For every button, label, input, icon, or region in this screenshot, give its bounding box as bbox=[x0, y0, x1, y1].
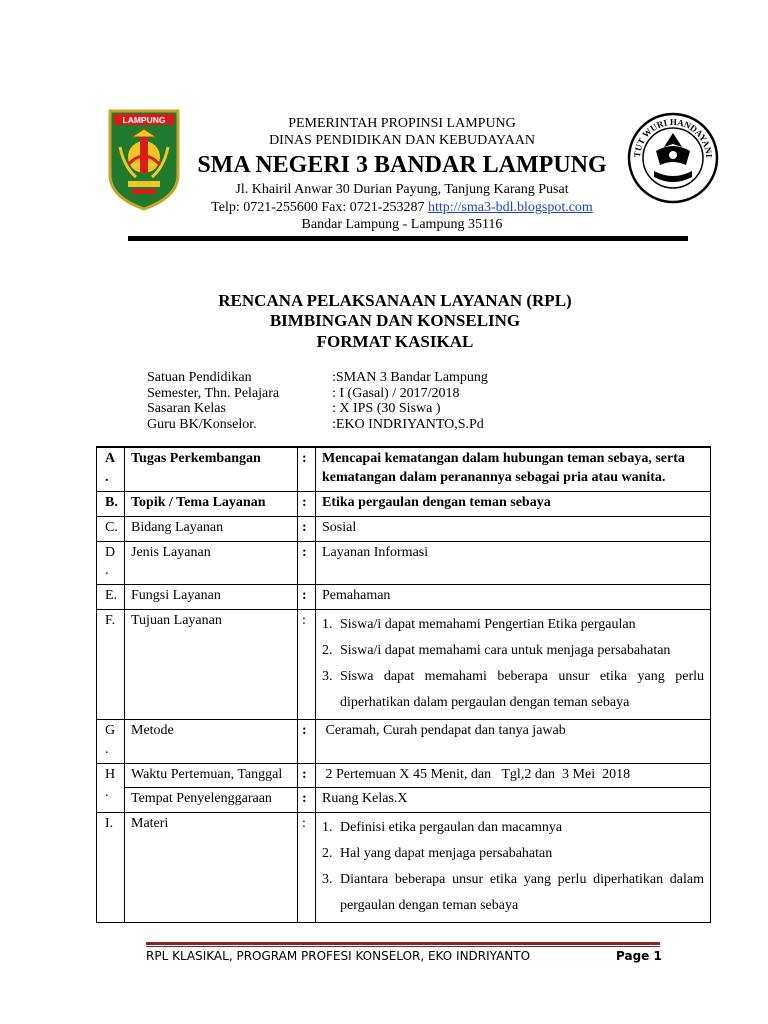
row-value: Sosial bbox=[316, 516, 711, 541]
table-row bbox=[97, 541, 711, 585]
row-label: Tempat Penyelenggaraan bbox=[125, 788, 298, 813]
row-label: Topik / Tema Layanan bbox=[125, 491, 298, 516]
letterhead-department: DINAS PENDIDIKAN DAN KEBUDAYAAN bbox=[269, 132, 535, 148]
document-title bbox=[120, 291, 670, 352]
row-value: Pemahaman bbox=[316, 585, 711, 610]
row-value: Ceramah, Curah pendapat dan tanya jawab bbox=[316, 719, 711, 763]
footer-rule-thick bbox=[146, 942, 660, 945]
school-contact bbox=[182, 199, 622, 217]
row-code: A . bbox=[97, 447, 125, 491]
contact-phone-fax: Telp: 0721-255600 Fax: 0721-253287 bbox=[211, 199, 428, 215]
info-row bbox=[147, 386, 488, 402]
letterhead bbox=[182, 116, 622, 234]
table-row bbox=[97, 516, 711, 541]
row-separator: : bbox=[298, 541, 316, 585]
row-code: E. bbox=[97, 585, 125, 610]
school-name: SMA NEGERI 3 BANDAR LAMPUNG bbox=[197, 151, 607, 178]
row-separator: : bbox=[298, 610, 316, 720]
table-row bbox=[97, 813, 711, 923]
row-separator: : bbox=[298, 516, 316, 541]
materials-list bbox=[322, 815, 704, 919]
school-address: Jl. Khairil Anwar 30 Durian Payung, Tanjung Karang Pusat bbox=[235, 182, 569, 198]
letterhead-divider bbox=[128, 236, 688, 241]
website-link[interactable]: http://sma3-bdl.blogspot.com bbox=[427, 199, 593, 215]
plan-table bbox=[96, 446, 711, 923]
table-row bbox=[97, 763, 711, 788]
info-label: Guru BK/Konselor. bbox=[147, 417, 257, 433]
info-value: :EKO INDRIYANTO,S.Pd bbox=[332, 417, 484, 433]
school-city: Bandar Lampung - Lampung 35116 bbox=[301, 217, 503, 233]
row-value: 2 Pertemuan X 45 Menit, dan Tgl,2 dan 3 Mei 2018 bbox=[316, 763, 711, 788]
row-separator: : bbox=[298, 491, 316, 516]
footer-rule-thin bbox=[146, 946, 660, 947]
row-label: Bidang Layanan bbox=[125, 516, 298, 541]
list-item: 1. Siswa/i dapat memahami Pengertian Etika pergaulan bbox=[322, 617, 636, 633]
row-value: Mencapai kematangan dalam hubungan teman sebaya, serta kematangan dalam peranannya sebagai pria atau wanita. bbox=[316, 447, 711, 491]
row-code: I. bbox=[97, 813, 125, 923]
table-row bbox=[97, 719, 711, 763]
logo-left-text: LAMPUNG bbox=[122, 115, 166, 125]
info-label: Satuan Pendidikan bbox=[147, 370, 252, 385]
info-label: Sasaran Kelas bbox=[147, 401, 226, 417]
info-row bbox=[147, 370, 488, 386]
list-item: 1. Definisi etika pergaulan dan macamnya bbox=[322, 820, 563, 836]
list-item: 2. Hal yang dapat menjaga persabahatan bbox=[322, 846, 553, 862]
row-separator: : bbox=[298, 585, 316, 610]
title-line-3: FORMAT KASIKAL bbox=[316, 331, 474, 351]
info-value: :SMAN 3 Bandar Lampung bbox=[332, 370, 488, 385]
tut-wuri-handayani-logo bbox=[626, 111, 720, 205]
footer-text: RPL KLASIKAL, PROGRAM PROFESI KONSELOR, EKO INDRIYANTO bbox=[146, 949, 531, 963]
row-value bbox=[316, 610, 711, 720]
list-item: 3. Diantara beberapa unsur etika yang perlu diperhatikan dalam pergaulan dengan teman sebaya bbox=[322, 872, 704, 914]
info-value: : X IPS (30 Siswa ) bbox=[332, 401, 441, 417]
letterhead-government: PEMERINTAH PROPINSI LAMPUNG bbox=[288, 116, 516, 131]
row-separator: : bbox=[298, 813, 316, 923]
row-label: Waktu Pertemuan, Tanggal bbox=[125, 763, 298, 788]
page-number: Page 1 bbox=[616, 949, 662, 963]
row-separator: : bbox=[298, 788, 316, 813]
list-item: 3. Siswa dapat memahami beberapa unsur etika yang perlu diperhatikan dalam pergaulan dengan teman sebaya bbox=[322, 669, 704, 710]
info-row bbox=[147, 417, 488, 433]
title-line-1: RENCANA PELAKSANAAN LAYANAN (RPL) bbox=[218, 291, 572, 310]
table-row bbox=[97, 585, 711, 610]
objectives-list bbox=[322, 612, 704, 716]
logo-right-text: TUT WURI HANDAYANI bbox=[631, 116, 715, 158]
row-code: G . bbox=[97, 719, 125, 763]
row-separator: : bbox=[298, 447, 316, 491]
title-line-2: BIMBINGAN DAN KONSELING bbox=[269, 311, 521, 331]
table-row bbox=[97, 491, 711, 516]
row-label: Fungsi Layanan bbox=[125, 585, 298, 610]
row-value: Etika pergaulan dengan teman sebaya bbox=[316, 491, 711, 516]
table-row bbox=[97, 788, 711, 813]
list-item: 2. Siswa/i dapat memahami cara untuk menjaga persabahatan bbox=[322, 643, 671, 659]
row-separator: : bbox=[298, 719, 316, 763]
row-label: Materi bbox=[125, 813, 298, 923]
row-label: Tujuan Layanan bbox=[125, 610, 298, 720]
row-value bbox=[316, 813, 711, 923]
row-label: Jenis Layanan bbox=[125, 541, 298, 585]
info-block bbox=[147, 370, 488, 433]
table-row bbox=[97, 610, 711, 720]
row-value: Layanan Informasi bbox=[316, 541, 711, 585]
row-code: H . bbox=[97, 763, 125, 813]
info-row bbox=[147, 401, 488, 417]
info-value: : I (Gasal) / 2017/2018 bbox=[332, 385, 460, 401]
row-label: Metode bbox=[125, 719, 298, 763]
lampung-emblem-logo bbox=[106, 107, 182, 211]
row-separator: : bbox=[298, 763, 316, 788]
row-code: C. bbox=[97, 516, 125, 541]
row-code: F. bbox=[97, 610, 125, 720]
info-label: Semester, Thn. Pelajara bbox=[147, 385, 280, 401]
row-value: Ruang Kelas.X bbox=[316, 788, 711, 813]
row-label: Tugas Perkembangan bbox=[125, 447, 298, 491]
row-code: D . bbox=[97, 541, 125, 585]
row-code: B. bbox=[97, 491, 125, 516]
table-row bbox=[97, 447, 711, 491]
